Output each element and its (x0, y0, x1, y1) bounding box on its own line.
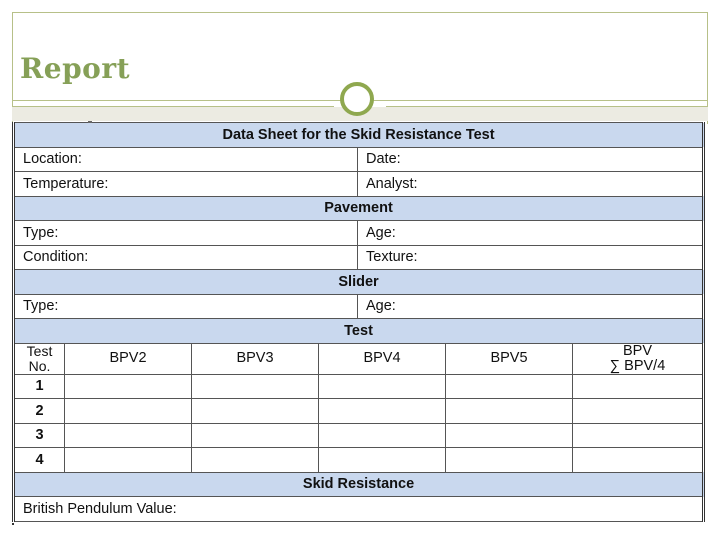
table-row (14, 399, 704, 424)
test-no-header (14, 343, 65, 374)
table-row (14, 319, 704, 344)
table-row (14, 270, 704, 295)
table-row (14, 147, 704, 172)
bpv3-cell[interactable] (192, 399, 319, 424)
bpv2-cell[interactable] (65, 448, 192, 473)
bpv-average-cell[interactable] (573, 374, 704, 399)
bpv5-cell[interactable] (446, 423, 573, 448)
pavement-heading: Pavement (14, 196, 704, 221)
bpv2-header: BPV2 (65, 343, 192, 374)
bpv3-cell[interactable] (192, 374, 319, 399)
bpv-average-cell[interactable] (573, 399, 704, 424)
bpv5-header: BPV5 (446, 343, 573, 374)
table-row (14, 245, 704, 270)
slider-type-field[interactable]: Type: (14, 294, 358, 319)
tick-mark (88, 121, 92, 123)
bpv2-cell[interactable] (65, 399, 192, 424)
texture-field[interactable]: Texture: (358, 245, 704, 270)
bpv-average-header-line1: BPV (623, 342, 653, 359)
test-number: 2 (14, 399, 65, 424)
bpv5-cell[interactable] (446, 448, 573, 473)
table-row (14, 448, 704, 473)
test-number: 3 (14, 423, 65, 448)
bpv2-cell[interactable] (65, 423, 192, 448)
test-heading: Test (14, 319, 704, 344)
pavement-type-field[interactable]: Type: (14, 221, 358, 246)
skid-resistance-heading: Skid Resistance (14, 472, 704, 497)
table-header-row (14, 343, 704, 374)
divider (12, 106, 334, 107)
slider-age-field[interactable]: Age: (358, 294, 704, 319)
pavement-age-field[interactable]: Age: (358, 221, 704, 246)
bullet-dot (12, 523, 14, 525)
bpv4-header: BPV4 (319, 343, 446, 374)
table-row (14, 472, 704, 497)
slider-heading: Slider (14, 270, 704, 295)
table-row (14, 374, 704, 399)
bpv3-cell[interactable] (192, 423, 319, 448)
temperature-field[interactable]: Temperature: (14, 172, 358, 197)
bpv-average-header-line2: ∑ BPV/4 (609, 357, 666, 374)
bpv5-cell[interactable] (446, 399, 573, 424)
british-pendulum-value-field[interactable]: British Pendulum Value: (14, 497, 704, 522)
test-no-header-line2: No. (28, 357, 51, 374)
table-row (14, 497, 704, 522)
table-row (14, 294, 704, 319)
test-number: 4 (14, 448, 65, 473)
bpv4-cell[interactable] (319, 423, 446, 448)
data-sheet (12, 122, 702, 524)
bpv-average-cell[interactable] (573, 448, 704, 473)
analyst-field[interactable]: Analyst: (358, 172, 704, 197)
condition-field[interactable]: Condition: (14, 245, 358, 270)
table-row (14, 423, 704, 448)
table-row (14, 221, 704, 246)
bpv4-cell[interactable] (319, 374, 446, 399)
circle-ornament-icon (340, 82, 374, 116)
table-row (14, 172, 704, 197)
bpv-average-header (573, 343, 704, 374)
table-row (14, 123, 704, 148)
bpv4-cell[interactable] (319, 448, 446, 473)
slide-title: Report (20, 52, 131, 85)
location-field[interactable]: Location: (14, 147, 358, 172)
divider (386, 106, 708, 107)
date-field[interactable]: Date: (358, 147, 704, 172)
test-no-header-line1: Test (26, 342, 53, 359)
bpv3-cell[interactable] (192, 448, 319, 473)
sheet-heading: Data Sheet for the Skid Resistance Test (14, 123, 704, 148)
bpv4-cell[interactable] (319, 399, 446, 424)
table-row (14, 196, 704, 221)
data-sheet-table (12, 122, 705, 522)
test-number: 1 (14, 374, 65, 399)
bpv2-cell[interactable] (65, 374, 192, 399)
bpv3-header: BPV3 (192, 343, 319, 374)
bpv5-cell[interactable] (446, 374, 573, 399)
bpv-average-cell[interactable] (573, 423, 704, 448)
